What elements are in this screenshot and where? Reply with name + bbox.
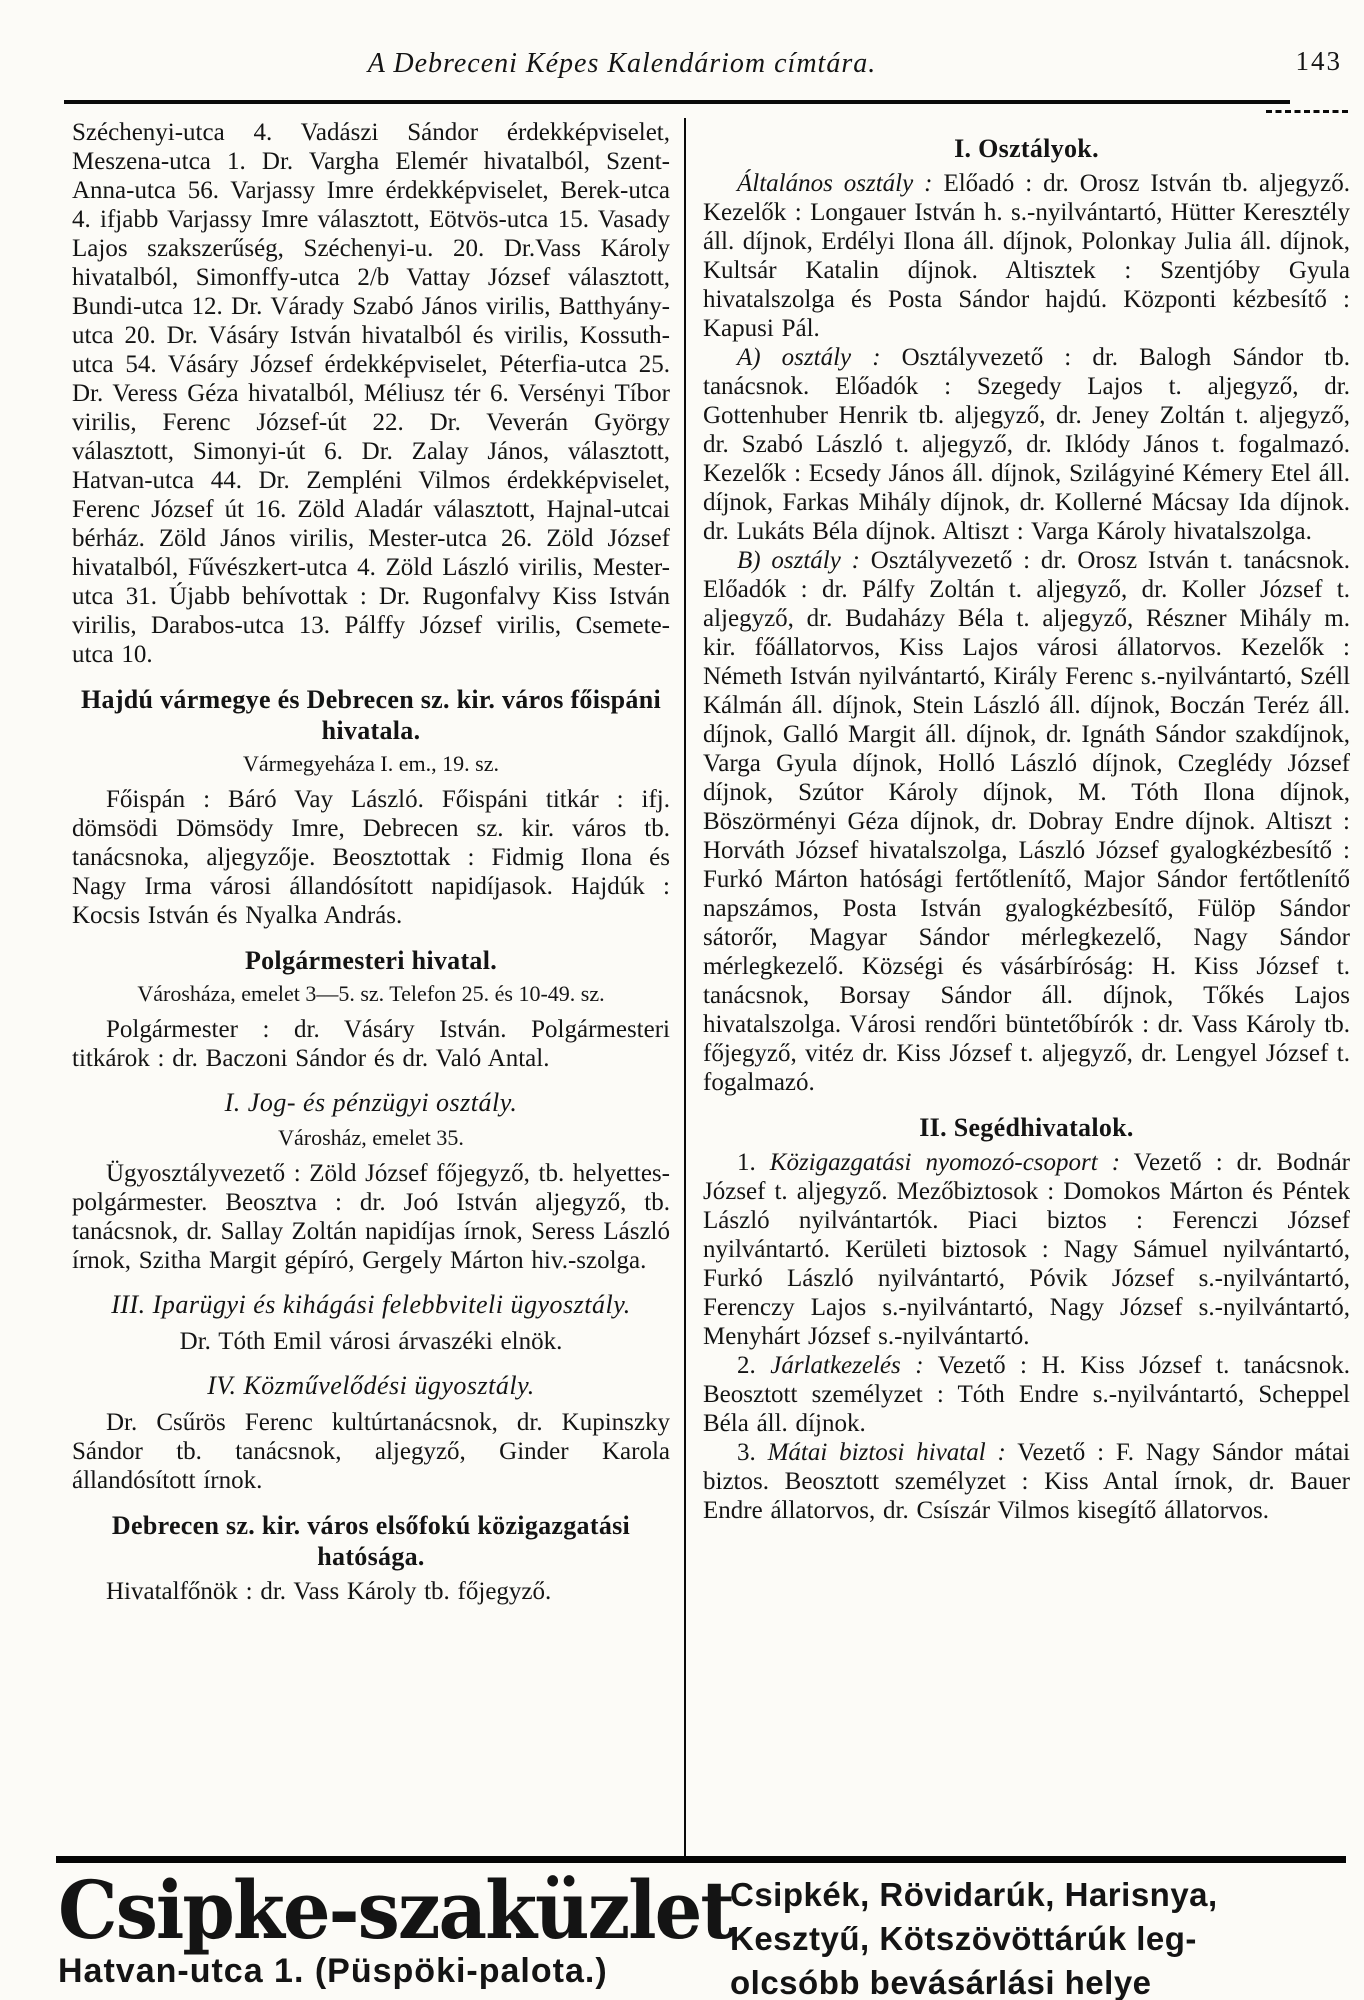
matai-biztosi-lead: Mátai biztosi hivatal : bbox=[767, 1439, 1006, 1466]
altalanos-osztaly-text: Előadó : dr. Orosz István tb. aljegyző. Kezelők : Longauer István h. s.-nyilvántartó, Hütter Keresztély áll. díjnok, Erdélyi Ilona áll. díjnok, Polonkay Julia áll. díjnok, Kultsár Katalin díjnok. Altisztek : Szentjóby Gyula hivatalszolga és Posta Sándor hajdú. Központi kézbesítő : Kapusi Pál. bbox=[703, 170, 1350, 342]
subheading-foispani-address: Vármegyeháza I. em., 19. sz. bbox=[243, 751, 499, 776]
page-number: 143 bbox=[1295, 46, 1342, 76]
a-osztaly-lead: A) osztály : bbox=[737, 344, 881, 371]
paragraph-jarlatkezeles bbox=[703, 1351, 1350, 1438]
paragraph-foispani-staff: Főispán : Báró Vay László. Főispáni titkár : ifj. dömsödi Dömsödy Imre, Debrecen sz. kir. város tb. tanácsnoka, aljegyzője. Beosztottak : Fidmig Ilona és Nagy Irma városi állandósított napidíjasok. Hajdúk : Kocsis István és Nyalka András. bbox=[72, 786, 670, 929]
nyomozo-csoport-lead: Közigazgatási nyomozó-csoport : bbox=[769, 1149, 1121, 1176]
advertisement-row bbox=[58, 1863, 1348, 2000]
running-head bbox=[0, 0, 1364, 96]
paragraph-elsofoku-staff: Hivatalfőnök : dr. Vass Károly tb. főjegyző. bbox=[106, 1578, 552, 1605]
subheading-jog-address: Városház, emelet 35. bbox=[278, 1125, 464, 1150]
advertisement-right bbox=[706, 1871, 1348, 2000]
two-column-body bbox=[0, 118, 1364, 1858]
advertisement bbox=[0, 1856, 1364, 2000]
paragraph-jog-staff: Ügyosztályvezető : Zöld József főjegyző, tb. helyettes-polgármester. Beosztva : dr. Joó István aljegyző, tb. tanácsnok, dr. Sallay Zoltán napidíjas írnok, Seress László írnok, Szitha Margit gépíró, Gergely Márton hiv.-szolga. bbox=[72, 1160, 670, 1274]
heading-osztalyok: I. Osztályok. bbox=[954, 134, 1099, 163]
jarlatkezeles-text: Vezető : H. Kiss József t. tanácsnok. Beosztott személyzet : Tóth Endre s.-nyilvántartó, Scheppel Béla áll. díjnok. bbox=[703, 1352, 1350, 1437]
paragraph-altalanos-osztaly bbox=[703, 169, 1350, 343]
advertisement-left bbox=[58, 1863, 734, 1991]
matai-biztosi-text: Vezető : F. Nagy Sándor mátai biztos. Beosztott személyzet : Kiss Antal írnok, dr. Bauer Endre állatorvos, dr. Csíszár Vilmos kisegítő állatorvos. bbox=[703, 1439, 1351, 1524]
paragraph-a-osztaly bbox=[703, 343, 1350, 546]
ad-products-line-1: Csipkék, Rövidarúk, Harisnya, bbox=[730, 1876, 1218, 1913]
page-number-underline bbox=[1266, 110, 1348, 113]
altalanos-osztaly-lead: Általános osztály : bbox=[737, 170, 933, 197]
heading-elsofoku-hatosag: Debrecen sz. kir. város elsőfokú közigazgatási hatósága. bbox=[111, 1511, 631, 1571]
heading-jog-penzugyi-osztaly: I. Jog- és pénzügyi osztály. bbox=[224, 1088, 518, 1117]
page-title: A Debreceni Képes Kalendáriom címtára. bbox=[367, 48, 877, 79]
paragraph-polgarmesteri-staff: Polgármester : dr. Vásáry István. Polgármesteri titkárok : dr. Baczoni Sándor és dr. Való Antal. bbox=[72, 1016, 670, 1072]
paragraph-iparugyi-staff: Dr. Tóth Emil városi árvaszéki elnök. bbox=[179, 1328, 563, 1355]
ad-products-line-2: Kesztyű, Kötszövöttárúk leg- bbox=[730, 1920, 1197, 1957]
advertisement-rule bbox=[56, 1856, 1346, 1863]
heading-kozmuvelodesi-ugyosztaly: IV. Közművelődési ügyosztály. bbox=[207, 1371, 535, 1400]
paragraph-matai-biztosi-hivatal bbox=[703, 1438, 1350, 1525]
paragraph-b-osztaly bbox=[703, 546, 1350, 1097]
subheading-polgarmesteri-address: Városháza, emelet 3—5. sz. Telefon 25. és 10-49. sz. bbox=[137, 981, 605, 1006]
ad-brand-name: Csipke-szaküzlet bbox=[58, 1863, 734, 1957]
ad-address: Hatvan-utca 1. (Püspöki-palota.) bbox=[58, 1952, 608, 1990]
b-osztaly-lead: B) osztály : bbox=[737, 547, 860, 574]
left-column bbox=[72, 118, 670, 1858]
b-osztaly-text: Osztályvezető : dr. Orosz István t. tanácsnok. Előadók : dr. Pálfy Zoltán t. aljegyző, dr. Koller József t. aljegyző, dr. Budaházy Béla t. aljegyző, Részner Mihály m. kir. főállatorvos, Kiss Lajos városi állatorvos. Kezelők : Németh István nyilvántartó, Király Ferenc s.-nyilvántartó, Széll Kálmán áll. díjnok, Stein László áll. díjnok, Boczán Teréz áll. díjnok, Galló Margit áll. díjnok, dr. Ignáth Sándor szakdíjnok, Varga Gyula díjnok, Holló László díjnok, Czeglédy József díjnok, Szútor Károly díjnok, M. Tóth Ilona díjnok, Böszörményi Géza díjnok, dr. Dobray Endre díjnok. Altiszt : Horváth József hivatalszolga, László József gyalogkézbesítő : Furkó Márton hatósági fertőtlenítő, Major Sándor fertőtlenítő napszámos, Posta István gyalogkézbesítő, Fülöp Sándor sátorőr, Magyar Sándor mérlegkezelő, Nagy Sándor mérlegkezelő. Községi és vásárbíróság: H. Kiss József t. tanácsnok, Borsay Sándor áll. díjnok, Tőkés Lajos hivatalszolga. Városi rendőri büntetőbírók : dr. Vass Károly tb. főjegyző, vitéz dr. Kiss József t. aljegyző, dr. Lengyel József t. fogalmazó. bbox=[703, 547, 1351, 1096]
a-osztaly-text: Osztályvezető : dr. Balogh Sándor tb. tanácsnok. Előadók : Szegedy Lajos t. aljegyző, dr. Gottenhuber Henrik tb. aljegyző, dr. Jeney Zoltán t. aljegyző, dr. Szabó László t. aljegyző, dr. Iklódy János t. fogalmazó. Kezelők : Ecsedy János áll. díjnok, Szilágyiné Kémery Etel áll. díjnok, Farkas Mihály díjnok, dr. Kollerné Mácsay Ida díjnok. dr. Lukáts Béla díjnok. Altiszt : Varga Károly hivatalszolga. bbox=[703, 344, 1350, 545]
nyomozo-csoport-text: Vezető : dr. Bodnár József t. aljegyző. Mezőbiztosok : Domokos Márton és Péntek László nyilvántartók. Piaci biztos : Ferenczi József nyilvántartó. Kerületi biztosok : Nagy Sámuel nyilvántartó, Furkó László nyilvántartó, Póvik József s.-nyilvántartó, Ferenczy Lajos s.-nyilvántartó, Nagy József s.-nyilvántartó, Menyhárt József s.-nyilvántartó. bbox=[703, 1149, 1350, 1350]
paragraph-kozmuvelodesi-staff: Dr. Csűrös Ferenc kultúrtanácsnok, dr. Kupinszky Sándor tb. tanácsnok, aljegyző, Ginder Karola állandósított írnok. bbox=[72, 1409, 670, 1494]
jarlatkezeles-lead: Járlatkezelés : bbox=[770, 1352, 924, 1379]
jarlatkezeles-number: 2. bbox=[737, 1352, 771, 1379]
right-column bbox=[686, 118, 1350, 1858]
heading-polgarmesteri-hivatal: Polgármesteri hivatal. bbox=[244, 946, 498, 975]
paragraph-nyomozo-csoport bbox=[703, 1148, 1350, 1351]
directory-continuation-paragraph: Széchenyi-utca 4. Vadászi Sándor érdekképviselet, Meszena-utca 1. Dr. Vargha Elemér hivatalból, Szent-Anna-utca 56. Varjassy Imre érdekképviselet, Berek-utca 4. ifjabb Varjassy Imre választott, Eötvös-utca 15. Vasady Lajos szakszerűség, Széchenyi-u. 20. Dr.Vass Károly hivatalból, Simonffy-utca 2/b Vattay József választott, Bundi-utca 12. Dr. Várady Szabó János virilis, Batthyány-utca 20. Dr. Vásáry István hivatalból és virilis, Kossuth-utca 54. Vásáry József érdekképviselet, Péterfia-utca 25. Dr. Veress Géza hivatalból, Méliusz tér 6. Versényi Tíbor virilis, Ferenc József-út 22. Dr. Veverán György választott, Simonyi-út 6. Dr. Zalay János, választott, Hatvan-utca 44. Dr. Zempléni Vilmos érdekképviselet, Ferenc József út 16. Zöld Aladár választott, Hajnal-utcai bérház. Zöld János virilis, Mester-utca 26. Zöld József hivatalból, Fűvészkert-utca 4. Zöld László virilis, Mester-utca 31. Újabb behívottak : Dr. Rugonfalvy Kiss István virilis, Darabos-utca 13. Pálffy József virilis, Csemete-utca 10. bbox=[72, 119, 670, 668]
heading-foispani-hivatal: Hajdú vármegye és Debrecen sz. kir. város főispáni hivatala. bbox=[81, 685, 661, 745]
nyomozo-csoport-number: 1. bbox=[737, 1149, 770, 1176]
heading-iparugyi-ugyosztaly: III. Iparügyi és kihágási felebbviteli ügyosztály. bbox=[111, 1290, 631, 1319]
header-rule bbox=[64, 100, 1290, 104]
matai-biztosi-number: 3. bbox=[737, 1439, 768, 1466]
ad-products-line-3: olcsóbb bevásárlási helye bbox=[730, 1964, 1152, 2000]
heading-segedhivatalok: II. Segédhivatalok. bbox=[919, 1113, 1134, 1142]
